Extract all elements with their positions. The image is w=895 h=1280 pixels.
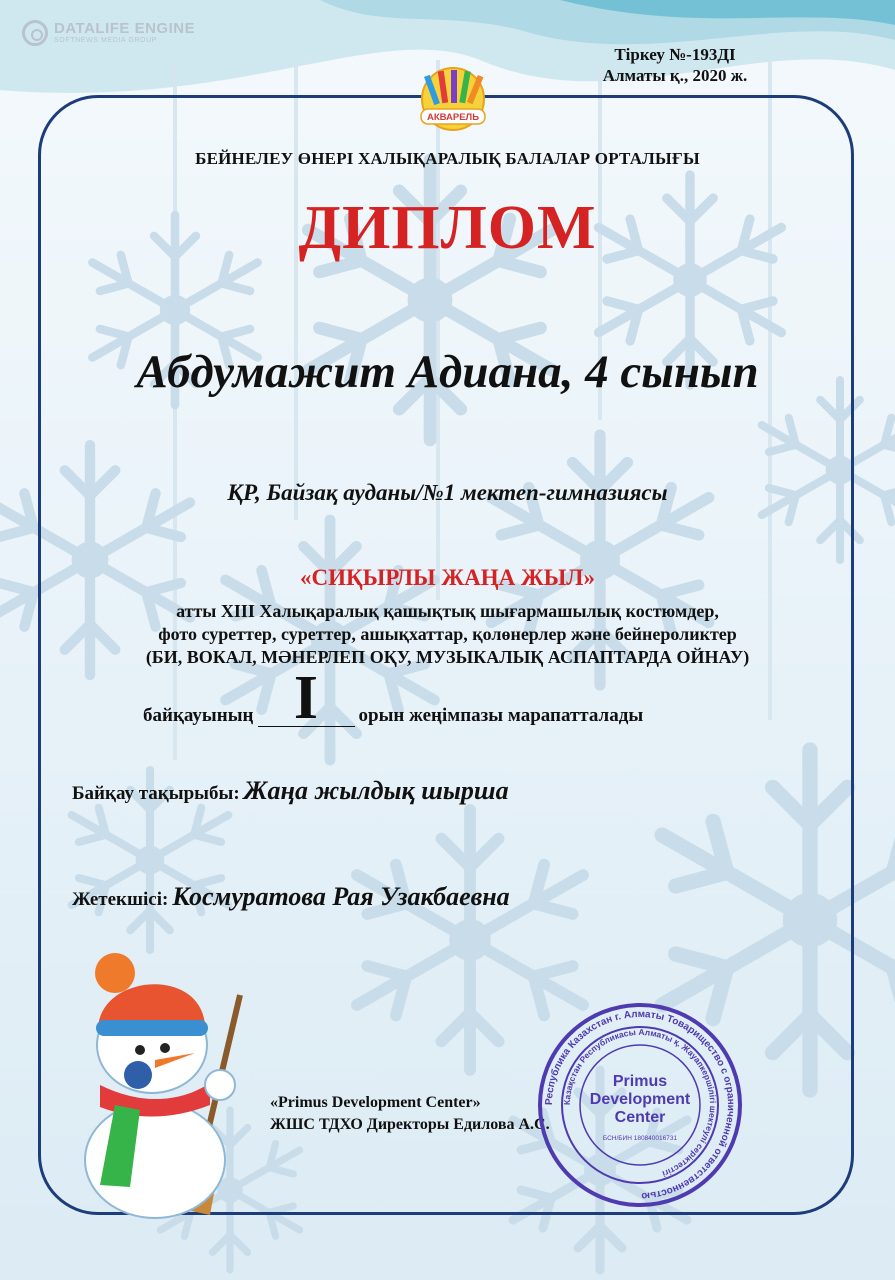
watermark-subtitle: SOFTNEWS MEDIA GROUP: [54, 37, 158, 44]
description-line-3: (БИ, ВОКАЛ, МӘНЕРЛЕП ОҚУ, МУЗЫКАЛЫҚ АСПАПТАРДА ОЙНАУ): [145, 647, 750, 667]
registration-number: Тіркеу №-193ДІ: [614, 45, 736, 64]
place-blank: [258, 664, 355, 732]
supervisor-label: Жетекшісі:: [72, 889, 169, 910]
student-name: Абдумажит Адиана, 4 сынып: [136, 346, 759, 398]
logo-text: АКВАРЕЛЬ: [426, 112, 480, 123]
place-number: I: [293, 664, 319, 732]
official-stamp: [535, 1000, 745, 1210]
snowman-eye-left: [135, 1045, 145, 1055]
description-line-2: фото суреттер, суреттер, ашықхаттар, қолөнерлер және бейнероликтер: [158, 624, 737, 644]
stamp-center-line-1: Primus: [612, 1073, 668, 1090]
snowman-hand: [205, 1070, 235, 1100]
stamp-bin: БСН/БИН 180840016731: [602, 1135, 678, 1142]
award-prefix: байқауының: [143, 705, 254, 726]
stamp-center-line-2: Development: [589, 1091, 691, 1108]
registration-place-year: Алматы қ., 2020 ж.: [602, 66, 748, 85]
award-suffix: орын жеңімпазы марапатталады: [358, 705, 644, 726]
topic-label: Байқау тақырыбы:: [72, 783, 240, 804]
snowman-eye-right: [160, 1043, 170, 1053]
organization-name: «Primus Development Center»: [270, 1094, 481, 1111]
center-name: БЕЙНЕЛЕУ ӨНЕРІ ХАЛЫҚАРАЛЫҚ БАЛАЛАР ОРТАЛЫҒЫ: [195, 149, 700, 168]
snowman-illustration: [60, 935, 260, 1225]
topic-value: Жаңа жылдық шырша: [243, 776, 509, 805]
school-name: ҚР, Байзақ ауданы/№1 мектеп-гимназиясы: [227, 480, 668, 505]
topic-line: [72, 776, 509, 806]
description-line-1: атты XIII Халықаралық қашықтық шығармашылық костюмдер,: [176, 601, 719, 621]
stamp-center-line-3: Center: [614, 1109, 666, 1126]
contest-name: «СИҚЫРЛЫ ЖАҢА ЖЫЛ»: [300, 565, 595, 590]
contest-description: [0, 600, 895, 669]
watermark-title: DATALIFE ENGINE: [54, 20, 196, 37]
stamp-inner-text: Казақстан Республикасы Алматы қ. Жауапкершілігі шектеулі серіктестігі: [561, 1026, 719, 1180]
paint-palette-icon: [413, 65, 493, 133]
organization: [270, 1092, 550, 1136]
hat-pompom: [95, 953, 135, 993]
little-bird: [124, 1061, 152, 1089]
diploma-title: ДИПЛОМ: [298, 194, 597, 262]
director-line: ЖШС ТДХО Директоры Едилова А.С.: [270, 1116, 550, 1133]
award-line: [143, 664, 644, 732]
watermark: [22, 20, 195, 46]
stamp-outer-text: Республика Казахстан г. Алматы Товарищество с ограниченной ответственностью: [543, 1008, 737, 1202]
hat-brim: [96, 1020, 208, 1036]
datalife-logo-icon: [22, 20, 48, 46]
supervisor-value: Космуратова Рая Узакбаевна: [172, 882, 510, 911]
supervisor-line: [72, 882, 510, 912]
registration-info: [580, 44, 770, 86]
